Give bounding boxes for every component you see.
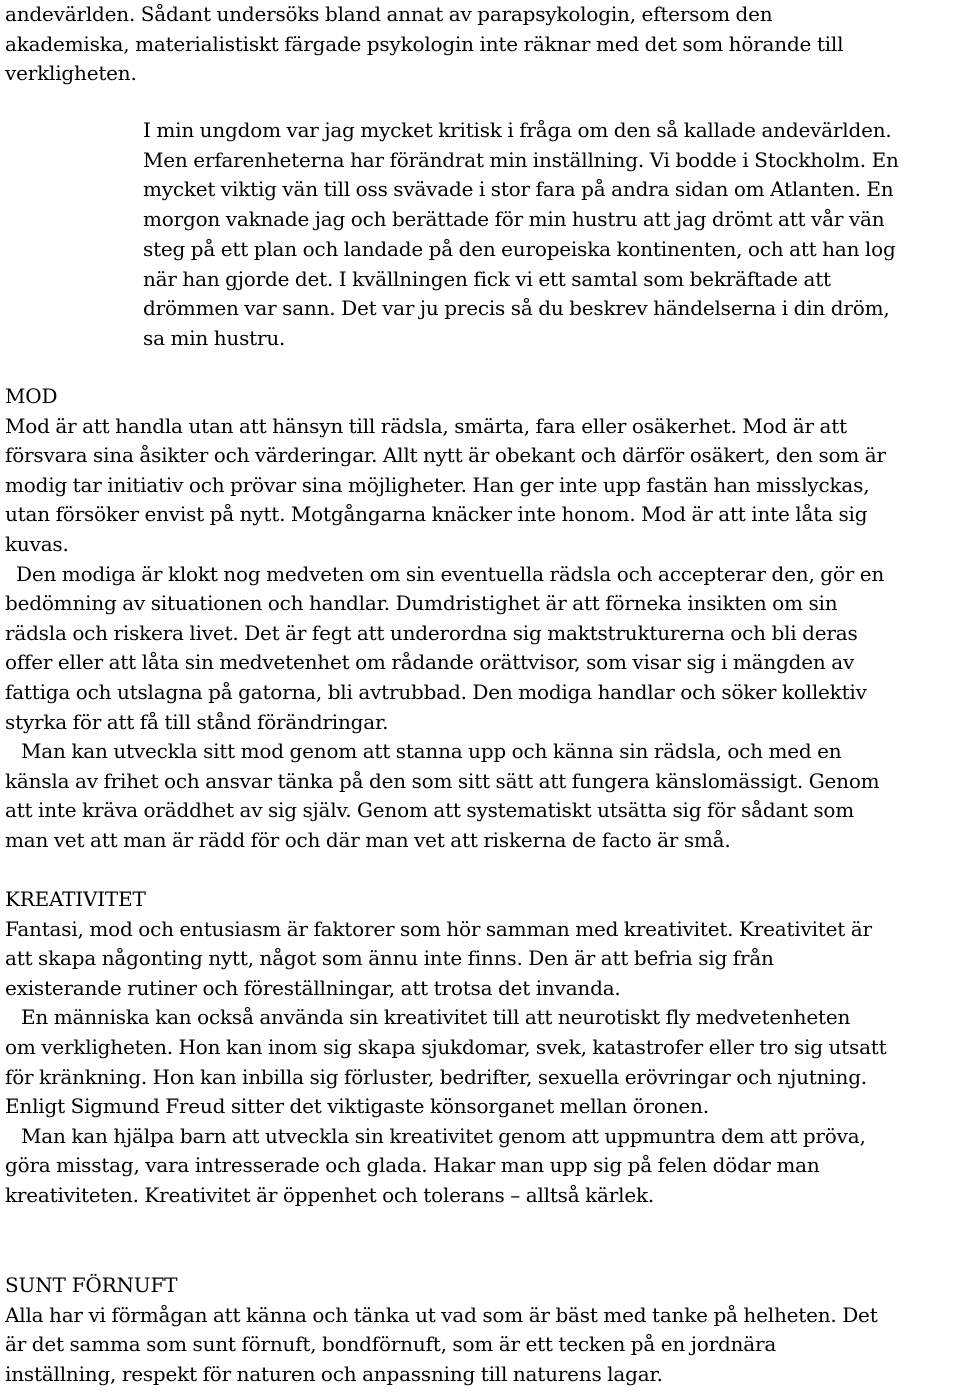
body-line: försvara sina åsikter och värderingar. Allt nytt är obekant och därför osäkert, den som är — [5, 443, 886, 468]
body-line: Enligt Sigmund Freud sitter det viktigaste könsorganet mellan öronen. — [5, 1094, 709, 1119]
body-line: om verkligheten. Hon kan inom sig skapa sjukdomar, svek, katastrofer eller tro sig utsatt — [5, 1034, 887, 1059]
section-kreativitet — [5, 885, 960, 1211]
body-line: modig tar initiativ och prövar sina möjligheter. Han ger inte upp fastän han misslyckas, — [5, 472, 870, 497]
body-line: En människa kan också använda sin kreativitet till att neurotiskt fly medvetenheten — [21, 1005, 851, 1030]
body-line: utan försöker envist på nytt. Motgångarna knäcker inte honom. Mod är att inte låta sig — [5, 502, 868, 527]
quote-line: mycket viktig vän till oss svävade i stor fara på andra sidan om Atlanten. En — [143, 177, 894, 202]
document-page — [5, 0, 957, 1386]
body-line: offer eller att låta sin medvetenhet om rådande orättvisor, som visar sig i mängden av — [5, 650, 855, 675]
section-heading: SUNT FÖRNUFT — [5, 1273, 178, 1297]
body-line: Fantasi, mod och entusiasm är faktorer som hör samman med kreativitet. Kreativitet är — [5, 916, 872, 941]
body-line: Mod är att handla utan att hänsyn till rädsla, smärta, fara eller osäkerhet. Mod är att — [5, 413, 847, 438]
body-line: rädsla och riskera livet. Det är fegt att underordna sig maktstrukturerna och bli deras — [5, 620, 858, 645]
intro-line: akademiska, materialistiskt färgade psykologin inte räknar med det som hörande till — [5, 31, 844, 56]
body-line: känsla av frihet och ansvar tänka på den som sitt sätt att fungera känslomässigt. Genom — [5, 768, 880, 793]
section-heading: KREATIVITET — [5, 887, 146, 911]
body-line: styrka för att få till stånd förändringar. — [5, 709, 389, 734]
section-mod — [5, 382, 960, 856]
intro-line: andevärlden. Sådant undersöks bland annat av parapsykologin, eftersom den — [5, 2, 773, 26]
section-heading: MOD — [5, 384, 58, 408]
body-line: kuvas. — [5, 531, 69, 556]
quote-line: när han gjorde det. I kvällningen fick vi ett samtal som bekräftade att — [143, 266, 831, 291]
body-line: göra misstag, vara intresserade och glada. Hakar man upp sig på felen dödar man — [5, 1153, 820, 1178]
quote-line: morgon vaknade jag och berättade för min hustru att jag drömt att vår vän — [143, 207, 885, 232]
section-sunt-fornuft — [5, 1271, 960, 1389]
quote-line: I min ungdom var jag mycket kritisk i fråga om den så kallade andevärlden. — [143, 118, 892, 142]
body-line: kreativiteten. Kreativitet är öppenhet och tolerans – alltså kärlek. — [5, 1182, 655, 1207]
intro-line: verkligheten. — [5, 61, 137, 86]
body-line: är det samma som sunt förnuft, bondförnuft, som är ett tecken på en jordnära — [5, 1332, 777, 1357]
body-line: existerande rutiner och föreställningar, att trotsa det invanda. — [5, 975, 621, 1000]
quote-line: Men erfarenheterna har förändrat min inställning. Vi bodde i Stockholm. En — [143, 147, 899, 172]
intro-paragraph — [5, 0, 957, 89]
body-line: för kränkning. Hon kan inbilla sig förluster, bedrifter, sexuella erövringar och njutning. — [5, 1064, 867, 1089]
body-line: inställning, respekt för naturen och anpassning till naturens lagar. — [5, 1361, 663, 1386]
quote-line: drömmen var sann. Det var ju precis så du beskrev händelserna i din dröm, — [143, 296, 890, 321]
body-line: att skapa någonting nytt, något som ännu inte finns. Den är att befria sig från — [5, 946, 774, 971]
body-line: Alla har vi förmågan att känna och tänka ut vad som är bäst med tanke på helheten. Det — [5, 1302, 878, 1327]
block-quote — [143, 116, 958, 354]
body-line: Den modiga är klokt nog medveten om sin eventuella rädsla och accepterar den, gör en — [16, 561, 885, 586]
body-line: Man kan hjälpa barn att utveckla sin kreativitet genom att uppmuntra dem att pröva, — [21, 1123, 866, 1148]
quote-line: steg på ett plan och landade på den europeiska kontinenten, och att han log — [143, 236, 896, 261]
body-line: bedömning av situationen och handlar. Dumdristighet är att förneka insikten om sin — [5, 591, 838, 616]
body-line: fattiga och utslagna på gatorna, bli avtrubbad. Den modiga handlar och söker kollektiv — [5, 679, 867, 704]
quote-line: sa min hustru. — [143, 325, 286, 350]
body-line: att inte kräva oräddhet av sig själv. Genom att systematiskt utsätta sig för sådant som — [5, 798, 855, 823]
body-line: man vet att man är rädd för och där man vet att riskerna de facto är små. — [5, 827, 731, 852]
body-line: Man kan utveckla sitt mod genom att stanna upp och känna sin rädsla, och med en — [21, 739, 842, 764]
